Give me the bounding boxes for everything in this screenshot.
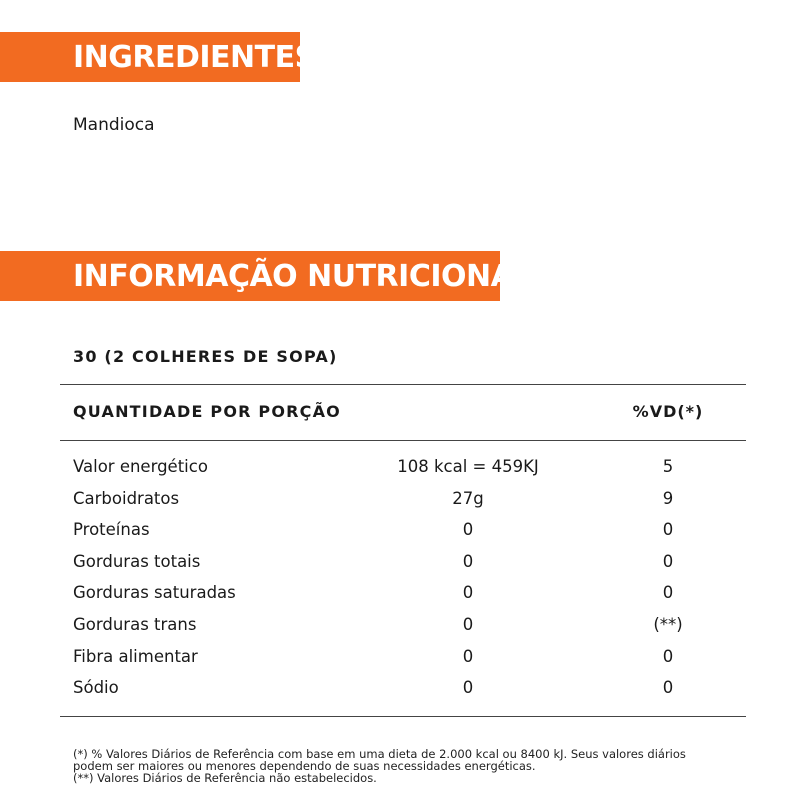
nutrient-vd: 0 [662, 520, 674, 540]
ingredients-banner [0, 32, 316, 82]
nutrient-quantity: 0 [462, 520, 474, 540]
nutrient-quantity: 0 [462, 678, 474, 698]
table-header-divider [60, 440, 746, 441]
nutrient-vd: 5 [662, 457, 674, 476]
footnotes [73, 748, 773, 784]
nutrition-table [73, 453, 745, 706]
nutrient-quantity: 0 [462, 583, 474, 603]
footnote-line: (**) Valores Diários de Referência não estabelecidos. [73, 771, 377, 785]
nutrient-quantity: 0 [462, 614, 474, 634]
footnote-line: (*) % Valores Diários de Referência com base em uma dieta de 2.000 kcal ou 8400 kJ. Seus valores diários [73, 747, 686, 761]
table-row [73, 485, 745, 517]
nutrient-vd: 9 [662, 488, 674, 508]
nutrition-banner [0, 251, 532, 301]
nutrient-name: Sódio [73, 678, 119, 698]
nutrient-name: Carboidratos [73, 488, 180, 508]
table-header-quantity: QUANTIDADE POR PORÇÃO [73, 402, 341, 421]
nutrient-name: Gorduras saturadas [73, 583, 236, 603]
nutrient-vd: (**) [653, 614, 683, 634]
table-header-vd: %VD(*) [632, 402, 704, 421]
nutrient-name: Gorduras totais [73, 551, 201, 571]
nutrient-quantity: 27g [452, 488, 484, 508]
nutrient-vd: 0 [662, 551, 674, 571]
nutrient-quantity: 108 kcal = 459KJ [397, 457, 539, 476]
nutrition-title: INFORMAÇÃO NUTRICIONAL [73, 258, 532, 294]
nutrient-name: Valor energético [73, 457, 208, 476]
nutrient-vd: 0 [662, 583, 674, 603]
nutrient-vd: 0 [662, 646, 674, 666]
table-row [73, 611, 745, 643]
table-row [73, 516, 745, 548]
table-row [73, 643, 745, 675]
table-row [73, 579, 745, 611]
footnote-line: podem ser maiores ou menores dependendo de suas necessidades energéticas. [73, 759, 536, 773]
table-row [73, 674, 745, 706]
nutrient-name: Fibra alimentar [73, 646, 198, 666]
nutrient-name: Gorduras trans [73, 614, 197, 634]
ingredients-list: Mandioca [73, 115, 155, 135]
table-row [73, 548, 745, 580]
nutrient-vd: 0 [662, 678, 674, 698]
ingredients-title: INGREDIENTES [73, 39, 316, 75]
nutrient-name: Proteínas [73, 520, 150, 540]
nutrient-quantity: 0 [462, 551, 474, 571]
nutrient-quantity: 0 [462, 646, 474, 666]
table-row [73, 453, 745, 485]
table-top-divider [60, 384, 746, 385]
serving-size: 30 (2 COLHERES DE SOPA) [73, 347, 338, 366]
table-bottom-divider [60, 716, 746, 717]
